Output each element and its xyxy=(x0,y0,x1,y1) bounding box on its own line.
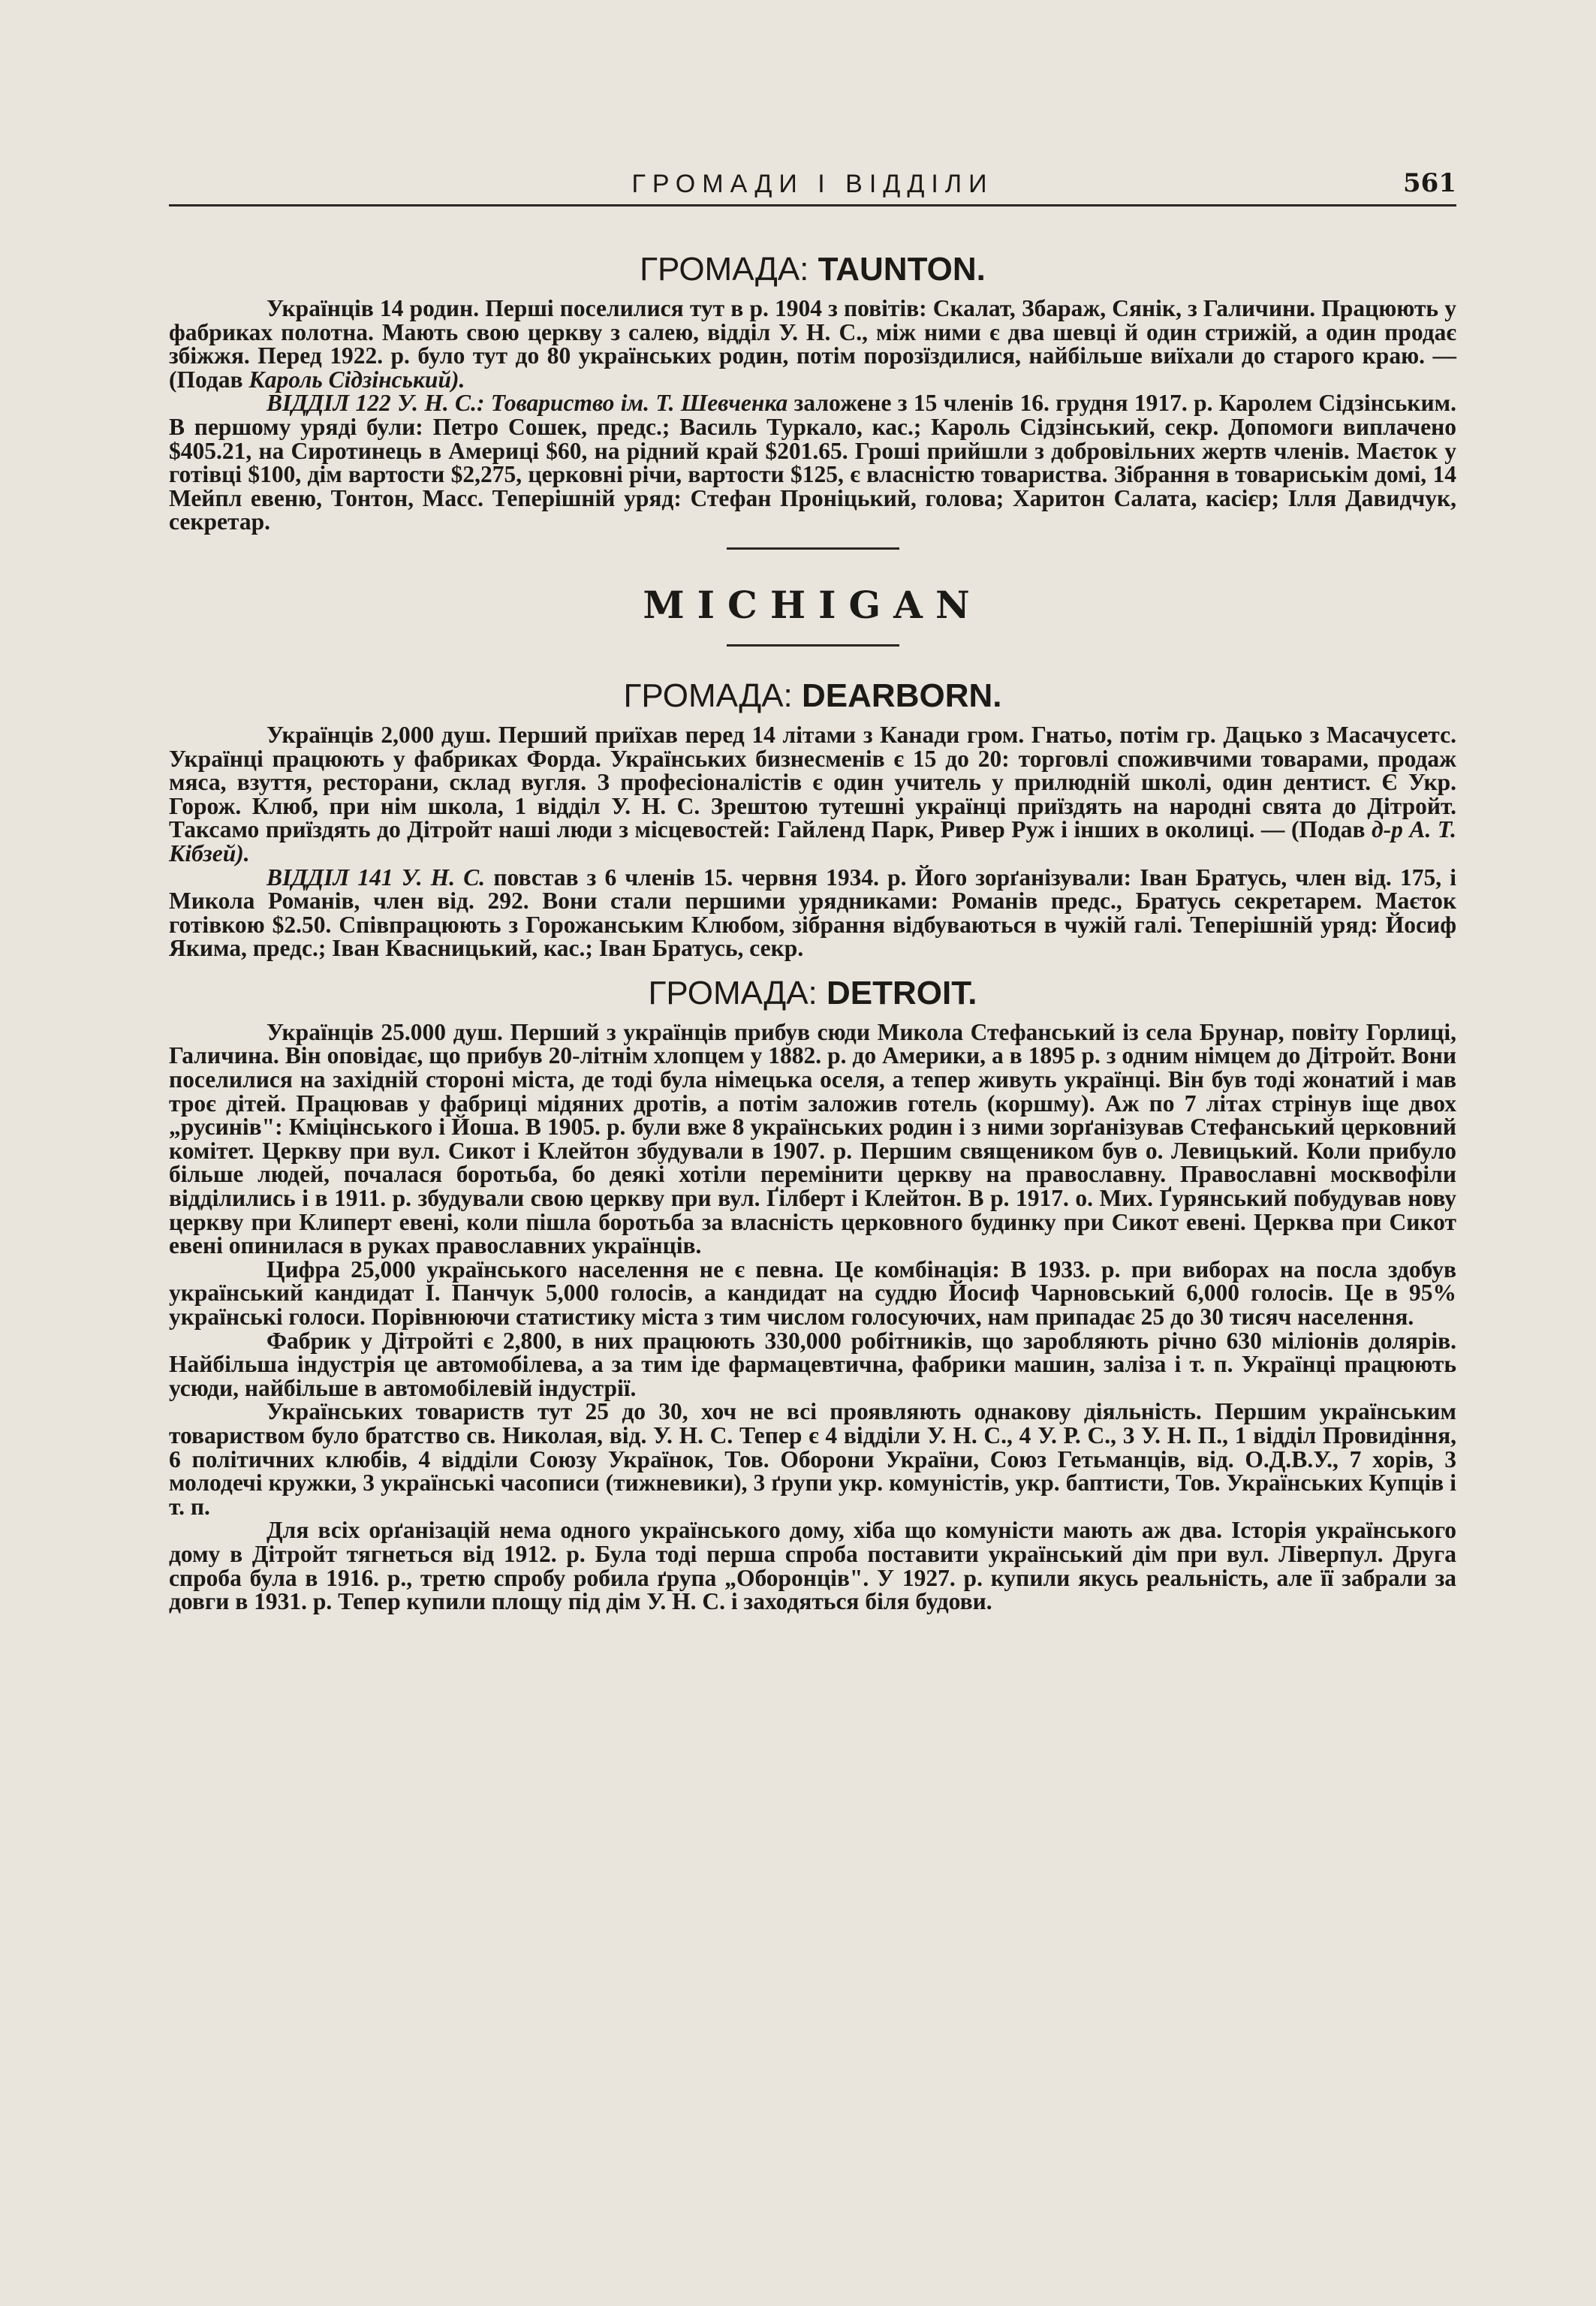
page-content xyxy=(169,167,1456,1614)
section-divider-top xyxy=(727,547,899,550)
detroit-paragraph-4: Українських товариств тут 25 до 30, хоч не всі проявляють однакову діяльність. Першим українським товариством було братство св. Николая, від. У. Н. С. Тепер є 4 відділи У. Н. С., 4 У. Р. С., 3 У. Н. П., 1 відділ Провидіння, 6 політичних клюбів, 4 відділи Союзу Українок, Тов. Оборони України, Союз Гетьманців, від. О.Д.В.У., 7 хорів, 3 молодечі кружки, 3 українські часописи (тижневики), 3 ґрупи укр. комуністів, укр. баптисти, Тов. Українських Купців і т. п. xyxy=(169,1398,1456,1520)
section-divider-bottom xyxy=(727,644,899,647)
taunton-p2-text: заложене з 15 членів 16. грудня 1917. р. Каролем Сідзінським. В першому уряді були: Петро Сошек, предс.; Василь Туркало, кас.; Кароль Сідзінський, секр. Допомоги виплачено $405.21, на Сиротинець в Америці $60, на рідний край $201.65. Гроші прийшли з добровільних жертв членів. Маєток у готівці $100, дім вартости $2,275, церковні річи, вартости $125, є власністю товариства. Зібрання в товариськім домі, 14 Мейпл евеню, Тонтон, Масс. Теперішній уряд: Стефан Проніцький, голова; Харитон Салата, касієр; Ілля Давидчук, секретар. xyxy=(169,390,1456,535)
taunton-p1-text: Українців 14 родин. Перші поселилися тут в р. 1904 з повітів: Скалат, Збараж, Сянік, з Галичини. Працюють у фабриках полотна. Мають свою церкву з салею, відділ У. Н. С., між ними є два шевці й один стрижій, а один продає збіжжя. Перед 1922. р. було тут до 80 українських родин, потім порозїздилися, найбільше виїхали до старого краю. — (Подав xyxy=(169,295,1456,393)
detroit-heading-prefix: ГРОМАДА: xyxy=(648,974,827,1011)
detroit-paragraph-1: Українців 25.000 душ. Перший з українців прибув сюди Микола Стефанський із села Брунар, повіту Горлиці, Галичина. Він оповідає, що прибув 20-літнім хлопцем у 1882. р. до Америки, а в 1895 р. з одним німцем до Дітройт. Вони поселилися на західній стороні міста, де тоді була німецька оселя, а тепер живуть українці. Він був тоді жонатий і мав троє дітей. Працював у фабриці мідяних дротів, а потім заложив готель (коршму). Аж по 7 літах стрінув іще двох „русинів": Кміцінського і Йоша. В 1905. р. були вже 8 українських родин і з ними зорґанізував Стефанський церковний комітет. Церкву при вул. Сикот і Клейтон збудували в 1907. р. Першим священиком був о. Левицький. Коли прибуло більше людей, почалася боротьба, бо деякі хотіли перемінити церкву на православну. Православні москвофіли відділились і в 1911. р. збудували свою церкву при вул. Ґілберт і Клейтон. В р. 1917. о. Мих. Ґурянський побудував нову церкву при Клиперт евені, коли пішла боротьба за власність церковного будинку при Сикот евені. Церква при Сикот евені опинилася в руках православних українців. xyxy=(169,1018,1456,1259)
dearborn-paragraph-2 xyxy=(169,866,1456,960)
dearborn-paragraph-1 xyxy=(169,723,1456,866)
detroit-heading-place: DETROIT. xyxy=(827,974,977,1011)
detroit-paragraph-3: Фабрик у Дітройті є 2,800, в них працюють 330,000 робітників, що заробляють річно 630 міліонів долярів. Найбільша індустрія це автомобілева, а за тим іде фармацевтична, фабрики машин, заліза і т. п. Українці працюють усюди, найбільше в автомобілевій індустрії. xyxy=(169,1327,1456,1401)
state-heading-michigan: MICHIGAN xyxy=(643,582,983,627)
running-title: ГРОМАДИ І ВІДДІЛИ xyxy=(631,170,994,198)
taunton-p2-lead: ВІДДІЛ 122 У. Н. С.: Товариство ім. Т. Шевченка xyxy=(267,390,788,417)
dearborn-p1-author: д-р А. Т. Кібзей). xyxy=(169,816,1456,867)
taunton-heading-prefix: ГРОМАДА: xyxy=(640,251,818,288)
dearborn-heading xyxy=(169,677,1456,716)
taunton-paragraph-1 xyxy=(169,297,1456,391)
dearborn-p2-text: повстав з 6 членів 15. червня 1934. р. Його зорґанізували: Іван Братусь, член від. 175, і Микола Романів, член від. 292. Вони стали першими урядниками: Романів предс., Братусь секретарем. Маєток готівкою $2.50. Співпрацюють з Горожанським Клюбом, зібрання відбуваються в чужій галі. Теперішній уряд: Йосиф Якима, предс.; Іван Квасницький, кас.; Іван Братусь, секр. xyxy=(169,864,1456,962)
dearborn-heading-prefix: ГРОМАДА: xyxy=(623,677,803,714)
running-header xyxy=(169,167,1456,206)
detroit-paragraph-5: Для всіх орґанізацій нема одного українського дому, хіба що комуністи мають аж два. Історія українського дому в Дітройт тягнеться від 1912. р. Була тоді перша спроба поставити український дім при вул. Ліверпул. Друга спроба була в 1916. р., третю спробу робила ґрупа „Оборонців". У 1927. р. купили якусь реальність, але її забрали за довги в 1931. р. Тепер купили площу під дім У. Н. С. і заходяться біля будови. xyxy=(169,1517,1456,1615)
dearborn-p1-text: Українців 2,000 душ. Перший приїхав перед 14 літами з Канади гром. Гнатьо, потім гр. Дацько з Масачусетс. Українці працюють у фабриках Форда. Українських бизнесменів є 15 до 20: торговлі споживчими товарами, продаж мяса, взуття, ресторани, склад вугля. З професіоналістів є один учитель у прилюдній школі, один дентист. Є Укр. Горож. Клюб, при нім школа, 1 відділ У. Н. С. Зрештою тутешні українці приїздять на народні свята до Дітройт. Таксамо приїздять до Дітройт наші люди з місцевостей: Гайленд Парк, Ривер Руж і інших в околиці. — (Подав xyxy=(169,721,1456,843)
detroit-paragraph-2: Цифра 25,000 українського населення не є певна. Це комбінація: В 1933. р. при виборах на посла здобув український кандидат І. Панчук 5,000 голосів, а кандидат на суддю Йосиф Чарновський 6,000 голосів. Це в 95% українські голоси. Порівнюючи статистику міста з тим числом голосуючих, нам припадає 25 до 30 тисяч населення. xyxy=(169,1255,1456,1330)
taunton-p1-author: Кароль Сідзінський). xyxy=(248,366,465,393)
dearborn-heading-place: DEARBORN. xyxy=(802,677,1002,714)
dearborn-p2-lead: ВІДДІЛ 141 У. Н. С. xyxy=(267,864,486,891)
detroit-heading xyxy=(169,974,1456,1013)
taunton-heading xyxy=(169,250,1456,289)
taunton-paragraph-2 xyxy=(169,391,1456,534)
page-number: 561 xyxy=(1403,168,1456,198)
taunton-heading-place: TAUNTON. xyxy=(818,251,986,288)
